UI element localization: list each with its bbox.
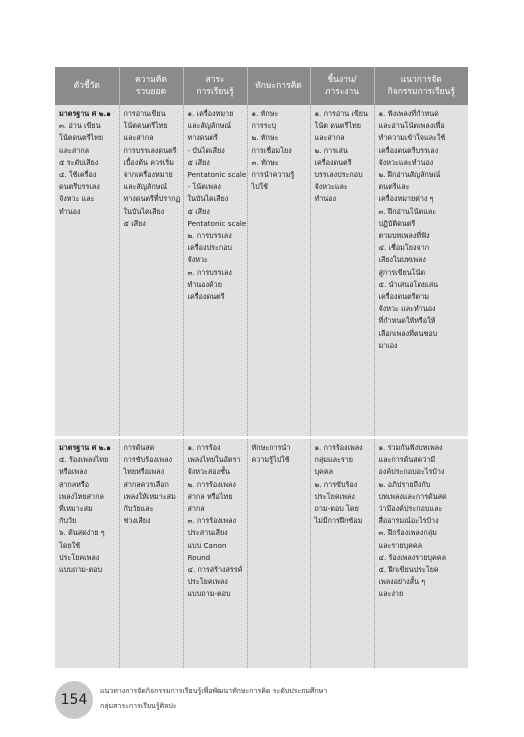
cell-line: แบบ Canon: [187, 540, 227, 550]
cell-line: ช่วงเสียง: [123, 516, 151, 526]
cell-line: เครื่องดนตรี: [314, 157, 352, 167]
cell-line: เครื่องประกอบ: [187, 243, 232, 253]
cell-line: ๓. การบรรเลง: [187, 267, 232, 277]
cell-line: ๑. เครื่องหมาย: [187, 109, 234, 118]
cell-line: และง่าย: [378, 589, 404, 599]
cell-line: ว่ามีองค์ประกอบและ: [378, 504, 443, 514]
cell-line: ทำนอง: [59, 206, 81, 216]
cell-task: [310, 105, 374, 436]
cell-line: ตามบทเพลงที่ฟัง: [378, 231, 430, 241]
page-number-badge: 154: [55, 681, 93, 719]
cell-line: เพลงให้เหมาะสม: [123, 491, 176, 501]
cell-line: สากลควรเลือก: [123, 479, 169, 489]
cell-line: และสากล: [59, 145, 90, 155]
cell-line: โน้ตดนตรีไทย: [59, 133, 104, 143]
cell-task: [310, 439, 374, 668]
cell-line: จังหวะและทำนอง: [378, 157, 434, 167]
cell-line: จากเครื่องหมาย: [123, 170, 173, 180]
cell-line: สื่ออารมณ์อะไรบ้าง: [378, 516, 439, 526]
cell-line: ๕. ฝึกเขียนประโยค: [378, 565, 439, 575]
cell-thinking-skill: [247, 439, 310, 668]
cell-line: การด้นสด: [123, 443, 155, 452]
cell-line: ทางดนตรีที่ปรากฏ: [123, 194, 181, 204]
footer-line2: กลุ่มสาระการเรียนรู้ศิลปะ: [100, 702, 177, 710]
cell-line: ๕. ร้องเพลงไทย: [59, 455, 109, 465]
cell-line: จังหวะ และ: [59, 194, 95, 204]
cell-line: ประสานเสียง: [187, 528, 228, 538]
table-body: [55, 105, 468, 668]
cell-concept: [119, 439, 183, 668]
cell-line: สากลหรือ: [59, 479, 90, 489]
cell-line: ทำนองด้วย: [187, 279, 222, 289]
cell-line: แบบถาม-ตอบ: [59, 565, 103, 575]
cell-line: ประโยคเพลง: [59, 552, 100, 562]
cell-line: ๒. การร้องเพลง: [187, 479, 236, 489]
cell-line: ไทยหรือเพลง: [123, 467, 165, 477]
cell-line: การบรรเลงดนตรี: [123, 145, 177, 155]
cell-line: Round: [187, 552, 211, 562]
cell-line: กลุ่มและราย: [314, 455, 353, 465]
cell-activity: [374, 105, 468, 436]
header-activity: [374, 67, 468, 105]
cell-line: - โน้ตเพลง: [187, 182, 221, 192]
cell-line: ที่เหมาะสม: [59, 504, 93, 514]
cell-line: ทำความเข้าใจและใช้: [378, 133, 446, 143]
footer-text: [100, 684, 327, 714]
cell-line: มาเอง: [378, 340, 398, 350]
cell-line: โน้ต ดนตรีไทย: [314, 121, 361, 131]
cell-line: ทำนอง: [314, 194, 337, 204]
cell-line: - บันไดเสียง: [187, 145, 225, 155]
cell-line: การนำความรู้: [251, 170, 295, 180]
cell-concept: [119, 105, 183, 436]
footer-line1: แนวทางการจัดกิจกรรมการเรียนรู้เพื่อพัฒนาทักษะการคิด ระดับประถมศึกษา: [100, 687, 328, 695]
cell-line: ประโยคเพลง: [187, 577, 228, 587]
header-indicator-text: ตัวชี้วัด: [73, 81, 100, 91]
cell-line: ๑. ฟังเพลงที่กำหนด: [378, 109, 439, 118]
cell-line: ๑. การร้องเพลง: [314, 443, 363, 452]
cell-line: สากล หรือไทย: [187, 491, 233, 501]
cell-line: ๓. ฝึกอ่านโน้ตและ: [378, 206, 437, 216]
standard-label: มาตรฐาน ศ ๒.๑: [59, 443, 111, 452]
cell-content: [183, 439, 247, 668]
cell-line: ๒. ฝึกอ่านสัญลักษณ์: [378, 170, 441, 180]
cell-line: ๑. การอ่าน เขียน: [314, 109, 368, 118]
cell-line: ถาม-ตอบ โดย: [314, 504, 359, 514]
cell-line: ๕. นำเสนอโดยเล่น: [378, 279, 439, 289]
cell-line: ไม่มีการฝึกซ้อม: [314, 516, 363, 526]
cell-line: เครื่องดนตรีบรรเลง: [378, 145, 439, 155]
header-thinking-skill: [247, 67, 310, 105]
cell-line: ในบันไดเสียง: [187, 194, 229, 204]
cell-line: ๒. การบรรเลง: [187, 231, 232, 241]
cell-line: ๕ เสียง: [187, 157, 210, 167]
cell-line: ๔. ใช้เครื่อง: [59, 170, 97, 180]
cell-line: ๕ เสียง: [187, 206, 210, 216]
cell-indicator: [55, 439, 119, 668]
cell-line: ดนตรีและ: [378, 182, 410, 192]
header-task-line1: ชิ้นงาน/: [327, 75, 357, 85]
cell-line: ๓. ฝึกร้องเพลงกลุ่ม: [378, 528, 437, 538]
cell-line: ๖. ด้นสดง่าย ๆ: [59, 528, 105, 538]
header-activity-line1: แนวการจัด: [400, 75, 442, 85]
header-content-line1: สาระ: [205, 75, 225, 85]
cell-line: และสัญลักษณ์: [187, 121, 232, 131]
cell-line: เครื่องดนตรีตาม: [378, 292, 430, 302]
table-row: [55, 105, 468, 436]
cell-line: การระบุ: [251, 121, 277, 131]
standard-label: มาตรฐาน ศ ๒.๑: [59, 109, 111, 118]
table-header-row: [55, 67, 468, 105]
header-activity-line2: กิจกรรมการเรียนรู้: [387, 87, 455, 97]
cell-line: เพลงไทยในอัตรา: [187, 455, 241, 465]
cell-line: หรือเพลง: [59, 467, 88, 477]
cell-line: ๓. อ่าน เขียน: [59, 121, 101, 131]
cell-line: แบบถาม-ตอบ: [187, 589, 231, 599]
cell-line: จังหวะ และทำนอง: [378, 304, 436, 314]
cell-line: ๔. ร้องเพลงรายบุคคล: [378, 552, 446, 562]
header-concept-line2: รวบยอด: [135, 87, 167, 97]
cell-line: บรรเลงประกอบ: [314, 170, 363, 180]
page-footer: [55, 680, 468, 720]
cell-line: ดนตรีบรรเลง: [59, 182, 100, 192]
cell-line: ๒. การเล่น: [314, 145, 348, 155]
cell-line: จังหวะ: [187, 255, 208, 265]
cell-line: ๔. การสร้างสรรค์: [187, 565, 243, 575]
cell-line: และการด้นสดว่ามี: [378, 455, 436, 465]
cell-thinking-skill: [247, 105, 310, 436]
cell-line: และสัญลักษณ์: [123, 182, 168, 192]
cell-line: และอ่านโน้ตเพลงเพื่อ: [378, 121, 445, 131]
cell-line: เสียงในบทเพลง: [378, 255, 426, 265]
cell-line: เพลงไทยสากล: [59, 491, 104, 501]
cell-line: ๑. การร้อง: [187, 443, 221, 452]
cell-line: ที่กำหนดให้หรือให้: [378, 316, 436, 326]
cell-indicator: [55, 105, 119, 436]
header-thinking-skill-text: ทักษะการคิด: [255, 81, 302, 91]
header-content-line2: การเรียนรู้: [196, 87, 234, 97]
cell-line: ๕ ระดับเสียง: [59, 157, 99, 167]
cell-line: ความรู้ไปใช้: [251, 455, 290, 465]
cell-line: กับวัยและ: [123, 504, 154, 514]
cell-line: การขับร้องเพลง: [123, 455, 173, 465]
cell-line: ๓. การร้องเพลง: [187, 516, 237, 526]
cell-line: ๒. อภิปรายถึงกับ: [378, 479, 431, 489]
cell-line: ปฏิบัติดนตรี: [378, 218, 416, 228]
cell-line: การเชื่อมโยง: [251, 145, 292, 155]
cell-line: บทเพลงและการด้นสด: [378, 491, 447, 501]
cell-line: ๒. ทักษะ: [251, 133, 279, 143]
header-concept: [119, 67, 183, 105]
cell-line: กับวัย: [59, 516, 77, 526]
cell-line: ๔. เชื่อมโยงจาก: [378, 243, 430, 253]
cell-line: เครื่องหมายต่าง ๆ: [378, 194, 434, 204]
cell-line: ๓. ทักษะ: [251, 157, 279, 167]
cell-line: จังหวะและ: [314, 182, 348, 192]
header-task: [310, 67, 374, 105]
cell-content: [183, 105, 247, 436]
cell-line: การอ่านเขียน: [123, 109, 166, 118]
cell-line: เบื้องต้น ควรเริ่ม: [123, 157, 174, 167]
cell-line: เพลงอย่างสั้น ๆ: [378, 577, 426, 587]
cell-line: สู่การเขียนโน้ต: [378, 267, 426, 277]
cell-line: Pentatonic scale: [187, 218, 247, 228]
curriculum-table: [55, 67, 468, 668]
cell-line: ในบันไดเสียง: [123, 206, 165, 216]
cell-line: ๕ เสียง: [123, 218, 146, 228]
cell-line: ทางดนตรี: [187, 133, 218, 143]
cell-line: ไปใช้: [251, 182, 269, 192]
header-content: [183, 67, 247, 105]
cell-line: ๑. ร่วมกันฟังบทเพลง: [378, 443, 443, 452]
cell-line: โดยใช้: [59, 540, 81, 550]
cell-line: ประโยคเพลง: [314, 491, 355, 501]
cell-line: จังหวะสองชั้น: [187, 467, 230, 477]
curriculum-table-container: [55, 67, 468, 665]
cell-line: ทักษะการนำ: [251, 443, 291, 452]
header-indicator: [55, 67, 119, 105]
cell-line: เลือกเพลงที่ตนชอบ: [378, 328, 438, 338]
cell-line: และสากล: [314, 133, 345, 143]
cell-line: เครื่องดนตรี: [187, 292, 225, 302]
cell-line: และรายบุคคล: [378, 540, 423, 550]
header-task-line2: ภาระงาน: [324, 87, 360, 97]
cell-line: บุคคล: [314, 467, 334, 477]
cell-line: โน้ตดนตรีไทย: [123, 121, 168, 131]
cell-line: ๒. การขับร้อง: [314, 479, 358, 489]
table-row: [55, 439, 468, 668]
header-concept-line1: ความคิด: [134, 75, 168, 85]
cell-line: สากล: [187, 504, 205, 514]
cell-line: และสากล: [123, 133, 154, 143]
cell-line: องค์ประกอบอะไรบ้าง: [378, 467, 445, 477]
cell-line: ๑. ทักษะ: [251, 109, 279, 118]
cell-activity: [374, 439, 468, 668]
cell-line: Pentatonic scale: [187, 170, 247, 180]
